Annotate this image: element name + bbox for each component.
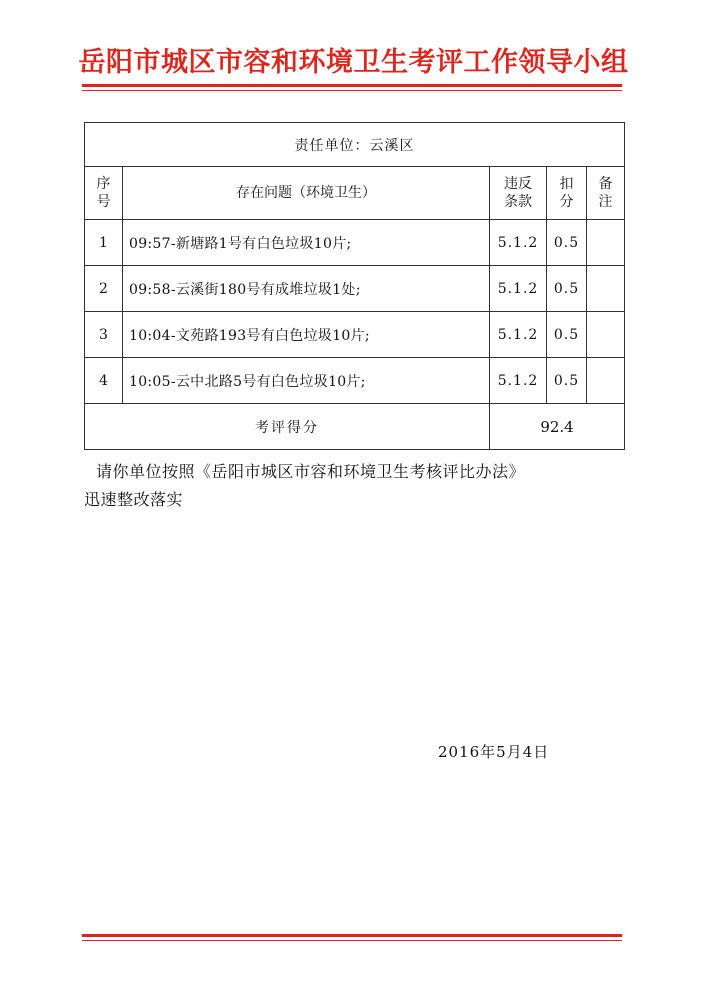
score-label: 考评得分 [85, 404, 490, 450]
header-rule-thick [82, 84, 622, 87]
row-clause: 5.1.2 [490, 358, 547, 404]
rectification-note-line2: 迅速整改落实 [84, 490, 184, 509]
row-issue: 10:05-云中北路5号有白色垃圾10片; [123, 358, 490, 404]
table-row [85, 266, 625, 312]
row-num: 4 [85, 358, 123, 404]
row-deduction: 0.5 [547, 358, 587, 404]
responsible-unit: 责任单位：云溪区 [85, 123, 625, 167]
col-header-clause: 违反条款 [490, 167, 547, 220]
table-row [85, 312, 625, 358]
table-row [85, 220, 625, 266]
row-remark [587, 312, 625, 358]
evaluation-table [84, 122, 625, 450]
document-date: 2016年5月4日 [438, 743, 550, 761]
row-remark [587, 266, 625, 312]
row-clause: 5.1.2 [490, 220, 547, 266]
row-issue: 10:04-文苑路193号有白色垃圾10片; [123, 312, 490, 358]
row-issue: 09:57-新塘路1号有白色垃圾10片; [123, 220, 490, 266]
col-header-deduction: 扣分 [547, 167, 587, 220]
row-clause: 5.1.2 [490, 266, 547, 312]
score-value: 92.4 [490, 404, 625, 450]
footer-rule-thin [82, 940, 622, 941]
col-header-num: 序号 [85, 167, 123, 220]
table-row [85, 358, 625, 404]
row-remark [587, 220, 625, 266]
rectification-note-line1: 请你单位按照《岳阳市城区市容和环境卫生考核评比办法》 [96, 462, 526, 481]
row-deduction: 0.5 [547, 220, 587, 266]
footer-rule-thick [82, 934, 622, 937]
col-header-remark: 备注 [587, 167, 625, 220]
document-title: 岳阳市城区市容和环境卫生考评工作领导小组 [78, 47, 629, 78]
row-num: 2 [85, 266, 123, 312]
row-clause: 5.1.2 [490, 312, 547, 358]
row-deduction: 0.5 [547, 266, 587, 312]
row-num: 1 [85, 220, 123, 266]
header-rule-thin [82, 90, 622, 91]
row-deduction: 0.5 [547, 312, 587, 358]
col-header-issue: 存在问题（环境卫生） [123, 167, 490, 220]
row-num: 3 [85, 312, 123, 358]
row-issue: 09:58-云溪街180号有成堆垃圾1处; [123, 266, 490, 312]
row-remark [587, 358, 625, 404]
